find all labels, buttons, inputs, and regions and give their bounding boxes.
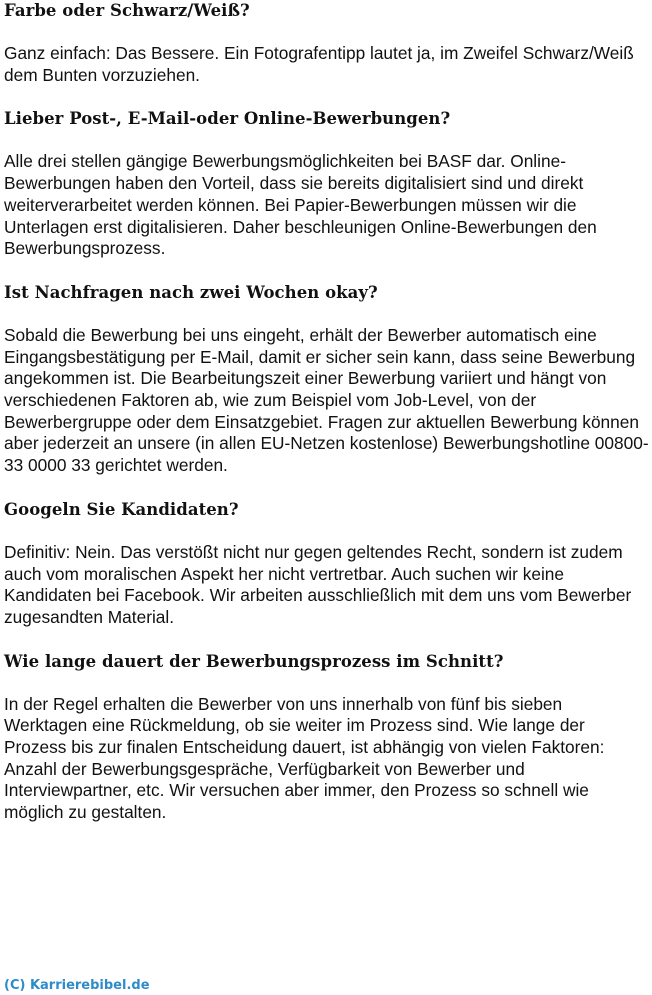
copyright-credit: (C) Karrierebibel.de bbox=[4, 978, 150, 993]
faq-question: Wie lange dauert der Bewerbungsprozess im Schnitt? bbox=[4, 651, 504, 671]
faq-item-follow-up bbox=[4, 282, 650, 477]
faq-item-googling bbox=[4, 499, 650, 629]
faq-question: Farbe oder Schwarz/Weiß? bbox=[4, 1, 250, 20]
faq-answer: In der Regel erhalten die Bewerber von uns innerhalb von fünf bis sieben Werktagen eine Rückmeldung, ob sie weiter im Prozess sind. Wie lange der Prozess bis zur finalen Entscheidung dauert, ist abhängig von vielen Faktoren: Anzahl der Bewerbungsgespräche, Verfügbarkeit von Bewerber und Interviewpartner, etc. Wir versuchen aber immer, den Prozess so schnell wie möglich zu gestalten. bbox=[4, 693, 605, 823]
faq-item-application-channel bbox=[4, 108, 650, 260]
faq-question: Googeln Sie Kandidaten? bbox=[4, 499, 239, 519]
faq-question: Lieber Post-, E-Mail-oder Online-Bewerbungen? bbox=[4, 109, 451, 129]
faq-answer: Definitiv: Nein. Das verstößt nicht nur gegen geltendes Recht, sondern ist zudem auch vom moralischen Aspekt her nicht vertretbar. Auch suchen wir keine Kandidaten bei Facebook. Wir arbeiten ausschließlich mit dem uns vom Bewerber zugesandten Material. bbox=[4, 541, 632, 627]
faq-answer: Alle drei stellen gängige Bewerbungsmöglichkeiten bei BASF dar. Online-Bewerbungen haben den Vorteil, dass sie bereits digitalisiert sind und direkt weiterverarbeitet werden können. Bei Papier-Bewerbungen müssen wir die Unterlagen erst digitalisieren. Daher beschleunigen Online-Bewerbungen den Bewerbungsprozess. bbox=[4, 151, 597, 259]
faq-answer: Sobald die Bewerbung bei uns eingeht, erhält der Bewerber automatisch eine Eingangsbestätigung per E-Mail, damit er sicher sein kann, dass seine Bewerbung angekommen ist. Die Bearbeitungszeit einer Bewerbung variiert und hängt von verschiedenen Faktoren ab, wie zum Beispiel vom Job-Level, von der Bewerbergruppe oder dem Einsatzgebiet. Fragen zur aktuellen Bewerbung können aber jederzeit an unsere (in allen EU-Netzen kostenlose) Bewerbungshotline 00800-33 0000 33 gerichtet werden. bbox=[4, 324, 649, 476]
faq-document bbox=[4, 0, 650, 846]
faq-item-color bbox=[4, 0, 650, 86]
faq-answer: Ganz einfach: Das Bessere. Ein Fotografentipp lautet ja, im Zweifel Schwarz/Weiß dem Bunten vorzuziehen. bbox=[4, 43, 634, 85]
faq-question: Ist Nachfragen nach zwei Wochen okay? bbox=[4, 282, 378, 302]
faq-item-process-duration bbox=[4, 651, 650, 824]
